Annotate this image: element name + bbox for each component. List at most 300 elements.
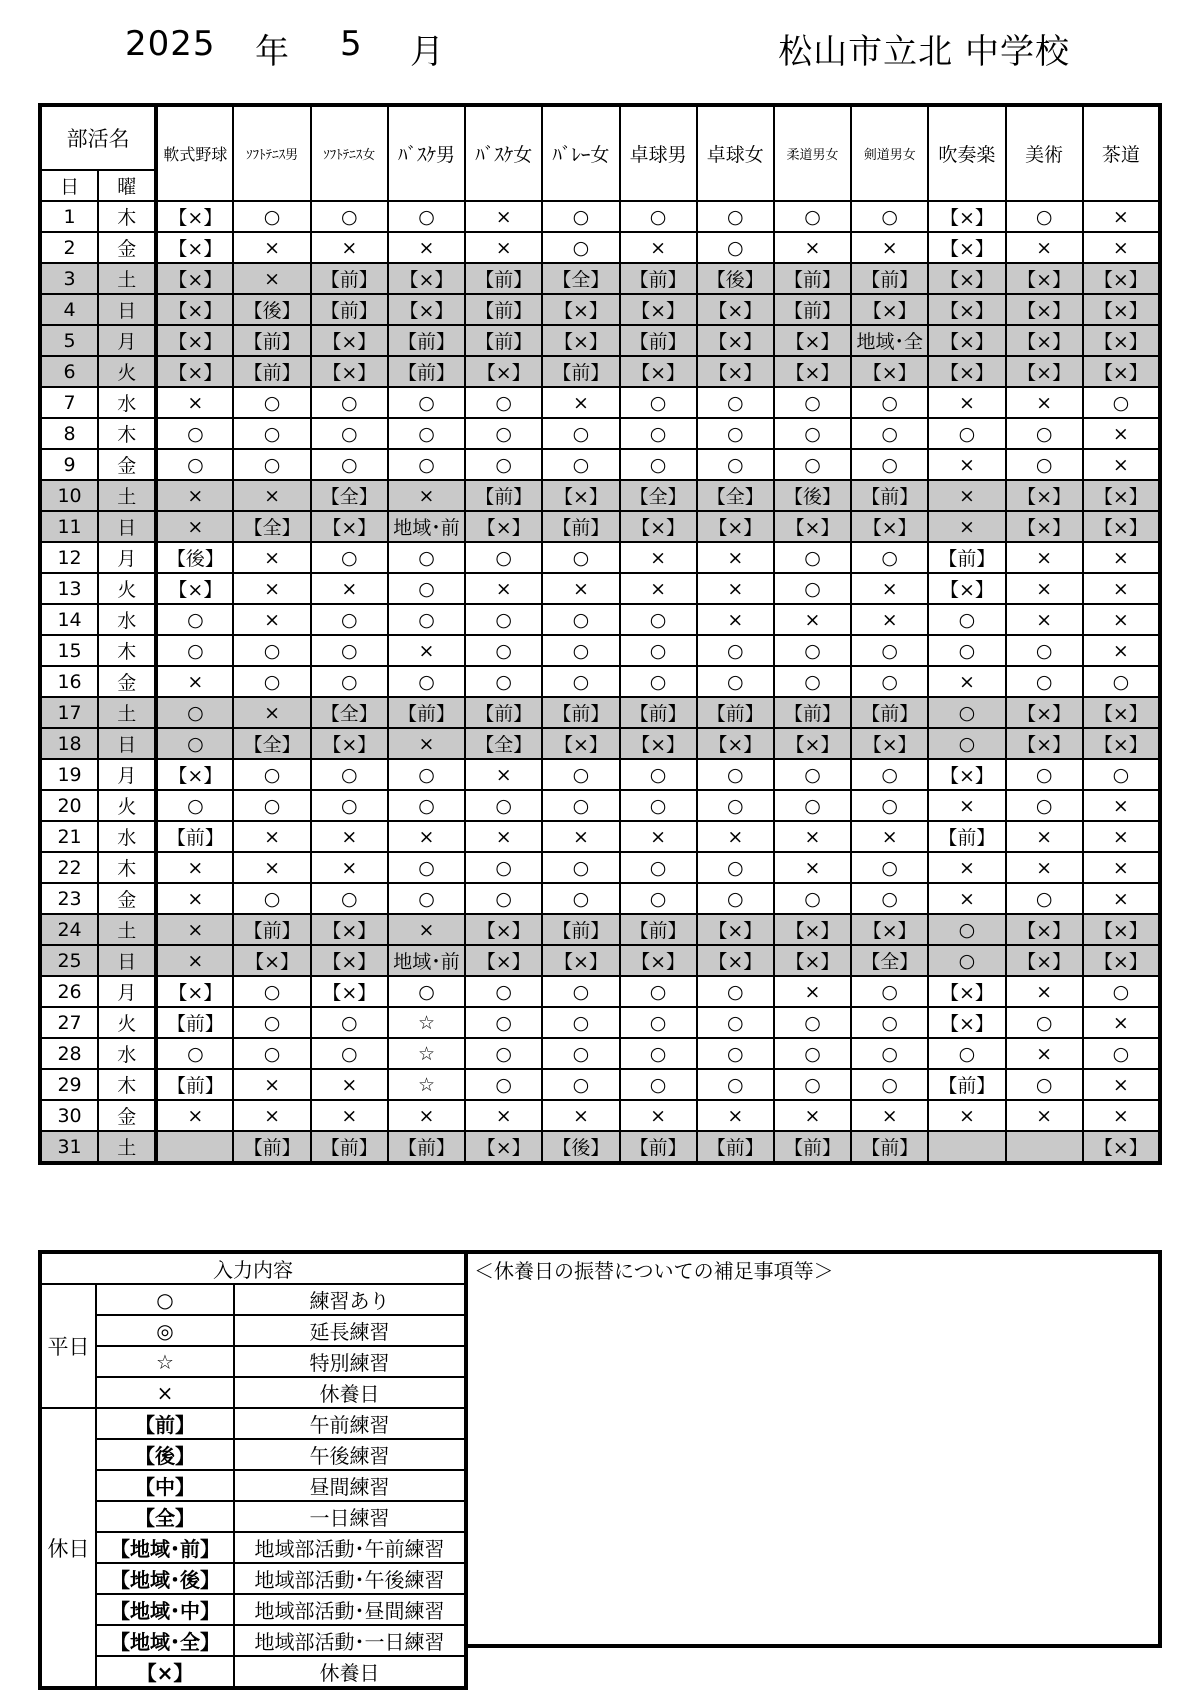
schedule-cell: × <box>928 449 1005 480</box>
schedule-cell: 【前】 <box>311 294 388 325</box>
schedule-cell: 【全】 <box>233 511 310 542</box>
schedule-cell: 【×】 <box>1006 356 1083 387</box>
schedule-cell: ○ <box>465 883 542 914</box>
schedule-cell: × <box>233 263 310 294</box>
schedule-cell: × <box>928 852 1005 883</box>
schedule-cell: 【前】 <box>697 1131 774 1163</box>
schedule-cell: ○ <box>388 976 465 1007</box>
weekday-cell: 日 <box>98 294 156 325</box>
schedule-cell: 【×】 <box>928 573 1005 604</box>
schedule-cell: 【×】 <box>465 1131 542 1163</box>
schedule-row <box>40 883 1160 914</box>
schedule-cell: ○ <box>1083 387 1160 418</box>
schedule-cell: 【前】 <box>851 263 928 294</box>
schedule-cell: 【前】 <box>928 542 1005 573</box>
schedule-cell: × <box>311 232 388 263</box>
weekday-cell: 土 <box>98 697 156 728</box>
schedule-cell: 【×】 <box>697 728 774 759</box>
schedule-cell: 【×】 <box>697 945 774 976</box>
schedule-cell: 【前】 <box>620 1131 697 1163</box>
schedule-cell: 【×】 <box>542 480 619 511</box>
schedule-cell: ○ <box>851 387 928 418</box>
schedule-cell: 【前】 <box>774 697 851 728</box>
schedule-cell: ○ <box>697 1069 774 1100</box>
schedule-cell: 【全】 <box>620 480 697 511</box>
schedule-cell: ○ <box>311 604 388 635</box>
weekday-cell: 月 <box>98 976 156 1007</box>
schedule-cell: ○ <box>620 449 697 480</box>
schedule-cell: × <box>465 573 542 604</box>
weekday-cell: 火 <box>98 1007 156 1038</box>
schedule-cell: 【×】 <box>311 914 388 945</box>
schedule-cell: ○ <box>774 790 851 821</box>
schedule-cell: 【×】 <box>928 356 1005 387</box>
weekday-cell: 金 <box>98 232 156 263</box>
schedule-cell: ○ <box>697 883 774 914</box>
schedule-cell: ○ <box>928 728 1005 759</box>
schedule-row <box>40 697 1160 728</box>
schedule-cell: 【前】 <box>388 325 465 356</box>
schedule-cell: 地域･全 <box>851 325 928 356</box>
schedule-cell: 【×】 <box>774 511 851 542</box>
schedule-row <box>40 790 1160 821</box>
schedule-cell: × <box>1083 821 1160 852</box>
schedule-row <box>40 542 1160 573</box>
schedule-cell: ○ <box>388 418 465 449</box>
weekday-cell: 月 <box>98 759 156 790</box>
schedule-cell: 【×】 <box>1083 728 1160 759</box>
schedule-cell: × <box>851 604 928 635</box>
schedule-cell: ○ <box>542 1007 619 1038</box>
schedule-cell: 【×】 <box>1083 511 1160 542</box>
schedule-cell: × <box>1083 542 1160 573</box>
schedule-cell: 【後】 <box>542 1131 619 1163</box>
schedule-cell: ○ <box>928 914 1005 945</box>
schedule-cell: ○ <box>620 790 697 821</box>
schedule-cell: 【×】 <box>1006 728 1083 759</box>
schedule-cell: × <box>156 480 233 511</box>
schedule-cell: ○ <box>697 232 774 263</box>
weekday-cell: 金 <box>98 666 156 697</box>
schedule-cell: 【前】 <box>465 480 542 511</box>
club-header: ｿﾌﾄﾃﾆｽ男 <box>233 105 310 201</box>
schedule-cell: ○ <box>774 201 851 232</box>
schedule-cell: × <box>697 1100 774 1131</box>
legend-symbol: 【全】 <box>96 1501 234 1532</box>
schedule-cell: 【前】 <box>542 356 619 387</box>
schedule-cell: 【×】 <box>1083 325 1160 356</box>
schedule-cell: ○ <box>465 1038 542 1069</box>
day-cell: 12 <box>40 542 98 573</box>
schedule-cell: ○ <box>928 697 1005 728</box>
schedule-cell: × <box>774 1100 851 1131</box>
schedule-cell: 【×】 <box>697 294 774 325</box>
header-month: 5 <box>340 24 363 64</box>
schedule-cell: × <box>233 1069 310 1100</box>
schedule-cell: 【前】 <box>851 697 928 728</box>
day-cell: 17 <box>40 697 98 728</box>
schedule-cell: 【×】 <box>697 356 774 387</box>
schedule-cell: 【前】 <box>311 263 388 294</box>
schedule-cell: ○ <box>465 976 542 1007</box>
schedule-cell: × <box>542 1100 619 1131</box>
legend-description: 休養日 <box>234 1656 466 1688</box>
schedule-cell: 【×】 <box>233 945 310 976</box>
schedule-cell: × <box>774 821 851 852</box>
weekday-cell: 水 <box>98 387 156 418</box>
day-cell: 28 <box>40 1038 98 1069</box>
schedule-cell: ○ <box>620 1069 697 1100</box>
schedule-cell: × <box>388 914 465 945</box>
schedule-cell: × <box>311 573 388 604</box>
legend-description: 地域部活動･一日練習 <box>234 1625 466 1656</box>
schedule-cell: ○ <box>851 790 928 821</box>
schedule-cell: × <box>233 852 310 883</box>
schedule-cell: ○ <box>774 418 851 449</box>
schedule-cell <box>156 1131 233 1163</box>
schedule-cell <box>928 1131 1005 1163</box>
schedule-row <box>40 1007 1160 1038</box>
schedule-cell: 【前】 <box>156 821 233 852</box>
schedule-cell: 【×】 <box>774 914 851 945</box>
schedule-cell: 【×】 <box>620 945 697 976</box>
schedule-cell: ○ <box>774 449 851 480</box>
schedule-cell: ○ <box>620 976 697 1007</box>
schedule-cell: 【×】 <box>1083 294 1160 325</box>
schedule-cell: 【×】 <box>311 728 388 759</box>
schedule-cell: × <box>156 387 233 418</box>
schedule-cell: × <box>1006 821 1083 852</box>
schedule-cell: ○ <box>851 542 928 573</box>
day-cell: 1 <box>40 201 98 232</box>
schedule-cell: ○ <box>620 387 697 418</box>
schedule-cell: ○ <box>233 1038 310 1069</box>
schedule-cell: 【×】 <box>928 263 1005 294</box>
schedule-cell: × <box>1006 387 1083 418</box>
schedule-cell: ○ <box>465 852 542 883</box>
legend-symbol: 【地域･全】 <box>96 1625 234 1656</box>
schedule-row <box>40 480 1160 511</box>
schedule-cell: ○ <box>1083 1038 1160 1069</box>
schedule-cell: ○ <box>542 635 619 666</box>
schedule-cell: ○ <box>388 852 465 883</box>
schedule-row <box>40 759 1160 790</box>
club-header: 軟式野球 <box>156 105 233 201</box>
schedule-row <box>40 232 1160 263</box>
schedule-cell: ○ <box>388 449 465 480</box>
schedule-cell: 【前】 <box>156 1069 233 1100</box>
schedule-cell: ○ <box>465 790 542 821</box>
schedule-cell: 【×】 <box>1006 697 1083 728</box>
weekday-cell: 土 <box>98 480 156 511</box>
schedule-cell: 【前】 <box>620 914 697 945</box>
schedule-cell: ○ <box>233 635 310 666</box>
schedule-cell: × <box>233 604 310 635</box>
schedule-cell: × <box>156 852 233 883</box>
legend-symbol: 【地域･中】 <box>96 1594 234 1625</box>
schedule-cell: 【×】 <box>620 294 697 325</box>
schedule-cell: 【前】 <box>774 263 851 294</box>
schedule-cell: 【×】 <box>465 914 542 945</box>
schedule-cell: × <box>388 821 465 852</box>
schedule-cell: × <box>388 480 465 511</box>
schedule-cell: 【×】 <box>774 325 851 356</box>
schedule-cell: 【×】 <box>1006 480 1083 511</box>
day-cell: 6 <box>40 356 98 387</box>
weekday-cell: 月 <box>98 542 156 573</box>
legend-description: 延長練習 <box>234 1315 466 1346</box>
schedule-cell: ○ <box>542 883 619 914</box>
day-cell: 29 <box>40 1069 98 1100</box>
schedule-cell: 【後】 <box>697 263 774 294</box>
schedule-cell: ○ <box>851 759 928 790</box>
schedule-cell: 【×】 <box>620 728 697 759</box>
schedule-cell: × <box>388 635 465 666</box>
schedule-cell: 【×】 <box>1006 263 1083 294</box>
schedule-cell: 地域･前 <box>388 945 465 976</box>
legend-description: 練習あり <box>234 1284 466 1315</box>
schedule-row <box>40 821 1160 852</box>
schedule-cell: ○ <box>233 418 310 449</box>
schedule-cell: × <box>233 697 310 728</box>
schedule-cell: ○ <box>1006 635 1083 666</box>
schedule-cell: ○ <box>928 1038 1005 1069</box>
schedule-cell: ○ <box>851 1007 928 1038</box>
schedule-cell: 【前】 <box>851 1131 928 1163</box>
weekday-cell: 水 <box>98 1038 156 1069</box>
weekday-cell: 火 <box>98 356 156 387</box>
schedule-cell: ○ <box>465 604 542 635</box>
legend-description: 一日練習 <box>234 1501 466 1532</box>
day-cell: 20 <box>40 790 98 821</box>
schedule-cell: 【前】 <box>465 294 542 325</box>
schedule-cell: 【前】 <box>697 697 774 728</box>
club-name-header: 部活名 <box>40 105 156 170</box>
header-year-suffix: 年 <box>255 32 290 72</box>
schedule-cell: × <box>697 573 774 604</box>
weekday-cell: 木 <box>98 201 156 232</box>
schedule-row <box>40 604 1160 635</box>
schedule-cell: 【全】 <box>233 728 310 759</box>
weekday-cell: 日 <box>98 728 156 759</box>
day-cell: 16 <box>40 666 98 697</box>
schedule-cell: × <box>774 604 851 635</box>
schedule-cell: ○ <box>311 387 388 418</box>
schedule-cell: 【前】 <box>620 263 697 294</box>
club-header: ﾊﾞｽｹ男 <box>388 105 465 201</box>
schedule-cell: ○ <box>697 387 774 418</box>
schedule-cell: × <box>465 1100 542 1131</box>
schedule-cell: ○ <box>465 1069 542 1100</box>
schedule-cell: 【×】 <box>851 914 928 945</box>
weekday-cell: 水 <box>98 604 156 635</box>
schedule-cell: ○ <box>1006 418 1083 449</box>
schedule-cell: × <box>388 728 465 759</box>
schedule-cell: 【×】 <box>311 325 388 356</box>
schedule-cell: ○ <box>542 542 619 573</box>
schedule-cell: ○ <box>697 449 774 480</box>
schedule-cell: × <box>542 573 619 604</box>
schedule-cell: 【前】 <box>620 325 697 356</box>
schedule-cell: 【×】 <box>851 356 928 387</box>
schedule-cell: 【×】 <box>928 294 1005 325</box>
schedule-cell: 【×】 <box>465 356 542 387</box>
schedule-cell: 【×】 <box>774 945 851 976</box>
schedule-cell: ○ <box>620 759 697 790</box>
schedule-cell: ○ <box>928 635 1005 666</box>
schedule-cell: ○ <box>465 542 542 573</box>
schedule-cell: 【×】 <box>156 201 233 232</box>
schedule-cell: 【×】 <box>697 914 774 945</box>
schedule-cell: 【×】 <box>388 263 465 294</box>
schedule-cell: ☆ <box>388 1038 465 1069</box>
schedule-cell: ○ <box>311 449 388 480</box>
schedule-cell: ○ <box>542 852 619 883</box>
schedule-cell: 【前】 <box>388 356 465 387</box>
schedule-cell: 【×】 <box>156 573 233 604</box>
schedule-cell: 【×】 <box>1006 914 1083 945</box>
schedule-cell: 【前】 <box>388 697 465 728</box>
schedule-cell: 【×】 <box>928 232 1005 263</box>
schedule-cell: ☆ <box>388 1069 465 1100</box>
schedule-cell: ○ <box>311 201 388 232</box>
schedule-cell: ○ <box>233 449 310 480</box>
schedule-cell: ○ <box>1083 976 1160 1007</box>
schedule-cell: 【×】 <box>1006 325 1083 356</box>
schedule-cell: × <box>928 511 1005 542</box>
schedule-cell: ○ <box>774 759 851 790</box>
schedule-cell: 【前】 <box>542 697 619 728</box>
schedule-cell: × <box>1006 1038 1083 1069</box>
schedule-cell: × <box>233 1100 310 1131</box>
schedule-cell: × <box>156 666 233 697</box>
schedule-cell: 【×】 <box>1006 294 1083 325</box>
schedule-cell: × <box>1083 1007 1160 1038</box>
schedule-cell: ○ <box>388 759 465 790</box>
schedule-cell: × <box>1083 449 1160 480</box>
schedule-cell: 【前】 <box>928 1069 1005 1100</box>
legend-description: 地域部活動･午前練習 <box>234 1532 466 1563</box>
schedule-row <box>40 1069 1160 1100</box>
schedule-cell: 【後】 <box>774 480 851 511</box>
schedule-cell: 【×】 <box>774 728 851 759</box>
schedule-row <box>40 976 1160 1007</box>
schedule-cell: ○ <box>542 449 619 480</box>
header-month-suffix: 月 <box>410 32 445 72</box>
legend-description: 特別練習 <box>234 1346 466 1377</box>
schedule-cell: 【前】 <box>156 1007 233 1038</box>
schedule-cell: 【後】 <box>233 294 310 325</box>
schedule-cell: 【×】 <box>388 294 465 325</box>
schedule-cell: ○ <box>620 604 697 635</box>
day-cell: 23 <box>40 883 98 914</box>
schedule-cell: 【×】 <box>1083 480 1160 511</box>
schedule-cell: × <box>465 759 542 790</box>
day-cell: 3 <box>40 263 98 294</box>
schedule-cell: ○ <box>311 666 388 697</box>
schedule-cell: × <box>928 883 1005 914</box>
schedule-row <box>40 666 1160 697</box>
schedule-cell: ○ <box>851 1038 928 1069</box>
schedule-row <box>40 263 1160 294</box>
schedule-cell: ○ <box>697 790 774 821</box>
schedule-cell: ○ <box>542 604 619 635</box>
weekday-cell: 木 <box>98 635 156 666</box>
schedule-cell: ○ <box>851 201 928 232</box>
schedule-cell: ○ <box>311 635 388 666</box>
day-cell: 2 <box>40 232 98 263</box>
schedule-cell: ○ <box>156 1038 233 1069</box>
schedule-cell: 【×】 <box>156 263 233 294</box>
schedule-cell: ○ <box>465 387 542 418</box>
schedule-cell: 【×】 <box>620 511 697 542</box>
schedule-cell: × <box>1083 852 1160 883</box>
schedule-cell: × <box>233 821 310 852</box>
schedule-cell: ○ <box>697 759 774 790</box>
schedule-cell: × <box>388 1100 465 1131</box>
schedule-cell: × <box>156 945 233 976</box>
schedule-cell: ○ <box>156 418 233 449</box>
dow-header: 曜 <box>98 170 156 201</box>
schedule-cell: ○ <box>311 759 388 790</box>
schedule-cell: 【×】 <box>542 945 619 976</box>
schedule-cell: ○ <box>542 790 619 821</box>
schedule-cell: 【前】 <box>542 914 619 945</box>
schedule-cell: 【×】 <box>1083 697 1160 728</box>
schedule-cell: × <box>1083 604 1160 635</box>
schedule-cell: × <box>233 542 310 573</box>
schedule-cell: × <box>697 542 774 573</box>
schedule-cell: ○ <box>233 1007 310 1038</box>
day-cell: 15 <box>40 635 98 666</box>
schedule-cell: ○ <box>465 666 542 697</box>
schedule-cell: × <box>620 821 697 852</box>
schedule-cell: 【前】 <box>465 325 542 356</box>
schedule-cell: × <box>233 232 310 263</box>
weekday-cell: 火 <box>98 573 156 604</box>
schedule-cell: × <box>1083 790 1160 821</box>
schedule-cell: ○ <box>774 883 851 914</box>
day-cell: 13 <box>40 573 98 604</box>
schedule-cell: ○ <box>1006 666 1083 697</box>
schedule-cell: 【×】 <box>1006 511 1083 542</box>
schedule-cell: ○ <box>156 635 233 666</box>
weekday-cell: 土 <box>98 914 156 945</box>
schedule-cell: ○ <box>774 635 851 666</box>
schedule-cell: ○ <box>311 790 388 821</box>
schedule-cell: 【×】 <box>1083 914 1160 945</box>
schedule-cell: 【前】 <box>851 480 928 511</box>
schedule-cell: ○ <box>156 697 233 728</box>
header-year: 2025 <box>125 24 216 64</box>
schedule-cell: × <box>1083 418 1160 449</box>
schedule-cell: ○ <box>620 852 697 883</box>
schedule-cell: × <box>1083 573 1160 604</box>
schedule-cell: 【全】 <box>697 480 774 511</box>
schedule-cell: 【前】 <box>233 325 310 356</box>
schedule-cell: × <box>311 852 388 883</box>
schedule-cell: × <box>1006 976 1083 1007</box>
schedule-cell: × <box>1083 232 1160 263</box>
schedule-cell: 【×】 <box>465 511 542 542</box>
schedule-cell: 【×】 <box>697 511 774 542</box>
day-cell: 8 <box>40 418 98 449</box>
weekday-cell: 金 <box>98 449 156 480</box>
schedule-cell: 【全】 <box>311 697 388 728</box>
schedule-cell: ○ <box>851 852 928 883</box>
schedule-cell: ○ <box>233 387 310 418</box>
schedule-cell: 【×】 <box>620 356 697 387</box>
